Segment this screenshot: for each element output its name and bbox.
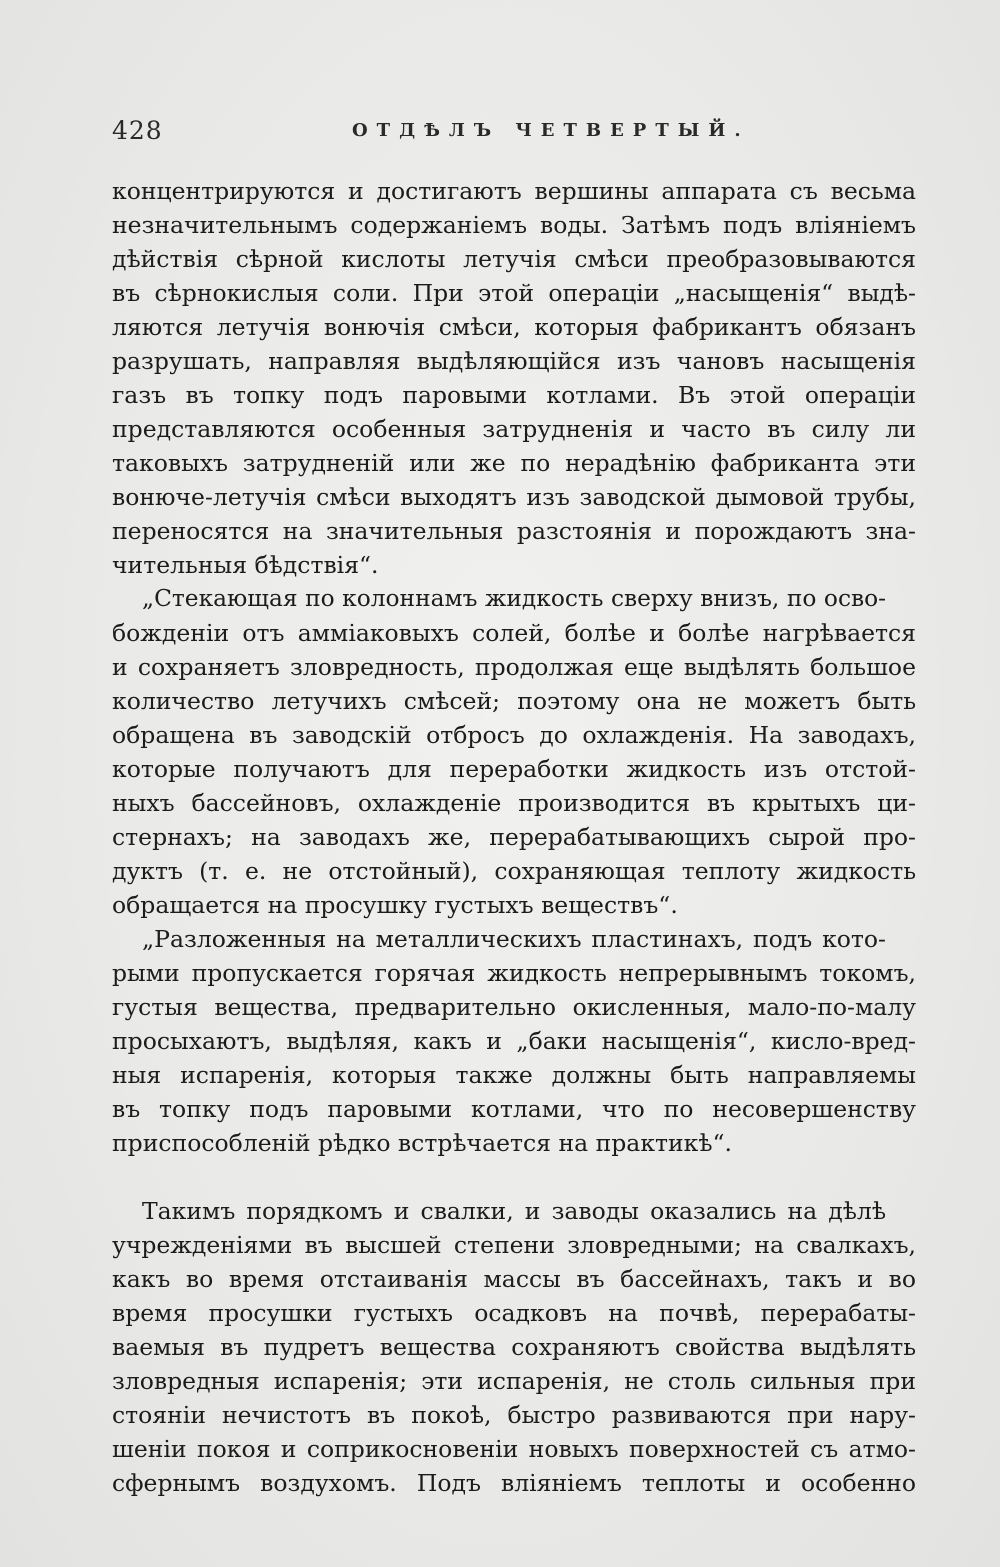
text-line: приспособленій рѣдко встрѣчается на практикѣ“.: [112, 1129, 733, 1157]
text-line: чительныя бѣдствія“.: [112, 551, 379, 579]
text-line: вонюче-летучія смѣси выходятъ изъ заводской дымовой трубы,: [112, 483, 916, 511]
running-head: ОТДѢЛЪ ЧЕТВЕРТЫЙ.: [352, 120, 750, 141]
text-line: стояніи нечистотъ въ покоѣ, быстро развиваются при нару-: [112, 1401, 916, 1429]
text-line: представляются особенныя затрудненія и часто въ силу ли: [112, 415, 916, 443]
text-line: газъ въ топку подъ паровыми котлами. Въ этой операціи: [112, 381, 916, 409]
text-line: дѣйствія сѣрной кислоты летучія смѣси преобразовываются: [112, 245, 916, 273]
text-line: шеніи покоя и соприкосновеніи новыхъ поверхностей съ атмо-: [112, 1435, 916, 1463]
text-line: ныхъ бассейновъ, охлажденіе производится въ крытыхъ ци-: [112, 789, 916, 817]
page-number: 428: [112, 116, 163, 145]
text-line: учрежденіями въ высшей степени зловредными; на свалкахъ,: [112, 1231, 916, 1259]
text-line: обращена въ заводскій отбросъ до охлажденія. На заводахъ,: [112, 721, 916, 749]
paragraph-1: [112, 174, 916, 582]
paragraph-2: [112, 582, 916, 922]
text-line: обращается на просушку густыхъ веществъ“.: [112, 891, 678, 919]
text-line: которые получаютъ для переработки жидкость изъ отстой-: [112, 755, 916, 783]
text-line: концентрируются и достигаютъ вершины аппарата съ весьма: [112, 177, 916, 205]
text-line: стернахъ; на заводахъ же, перерабатывающихъ сырой про-: [112, 823, 916, 851]
text-line: божденіи отъ амміаковыхъ солей, болѣе и болѣе нагрѣвается: [112, 619, 916, 647]
text-line: дуктъ (т. е. не отстойный), сохраняющая теплоту жидкость: [112, 857, 916, 885]
text-line: ныя испаренія, которыя также должны быть направляемы: [112, 1061, 916, 1089]
text-line: „Стекающая по колоннамъ жидкость сверху внизъ, по осво-: [142, 585, 886, 612]
paragraph-3: [112, 922, 916, 1160]
text-line: густыя вещества, предварительно окисленныя, мало-по-малу: [112, 993, 916, 1021]
paragraph-4: [112, 1194, 916, 1500]
text-line: время просушки густыхъ осадковъ на почвѣ, перерабаты-: [112, 1299, 916, 1327]
text-line: „Разложенныя на металлическихъ пластинахъ, подъ кото-: [142, 925, 886, 953]
text-line: просыхаютъ, выдѣляя, какъ и „баки насыщенія“, кисло-вред-: [112, 1027, 916, 1055]
body-text: [112, 174, 916, 1500]
text-line: сфернымъ воздухомъ. Подъ вліяніемъ теплоты и особенно: [112, 1469, 916, 1497]
text-line: таковыхъ затрудненій или же по нерадѣнію фабриканта эти: [112, 449, 916, 477]
text-line: количество летучихъ смѣсей; поэтому она не можетъ быть: [112, 687, 916, 715]
text-line: зловредныя испаренія; эти испаренія, не столь сильныя при: [112, 1367, 916, 1395]
text-line: переносятся на значительныя разстоянія и порождаютъ зна-: [112, 517, 916, 545]
text-line: и сохраняетъ зловредность, продолжая еще выдѣлять большое: [112, 653, 916, 681]
text-line: въ топку подъ паровыми котлами, что по несовершенству: [112, 1095, 916, 1123]
text-line: разрушать, направляя выдѣляющійся изъ чановъ насыщенія: [112, 347, 916, 375]
text-line: рыми пропускается горячая жидкость непрерывнымъ токомъ,: [112, 959, 916, 987]
text-line: въ сѣрнокислыя соли. При этой операціи „насыщенія“ выдѣ-: [112, 279, 916, 307]
page-header: [112, 116, 917, 150]
text-line: незначительнымъ содержаніемъ воды. Затѣмъ подъ вліяніемъ: [112, 211, 916, 239]
text-line: Такимъ порядкомъ и свалки, и заводы оказались на дѣлѣ: [142, 1197, 886, 1225]
text-line: ляются летучія вонючія смѣси, которыя фабрикантъ обязанъ: [112, 313, 916, 341]
text-line: какъ во время отстаиванія массы въ бассейнахъ, такъ и во: [112, 1265, 916, 1293]
paragraph-gap: [112, 1160, 916, 1194]
text-line: ваемыя въ пудретъ вещества сохраняютъ свойства выдѣлять: [112, 1333, 916, 1361]
